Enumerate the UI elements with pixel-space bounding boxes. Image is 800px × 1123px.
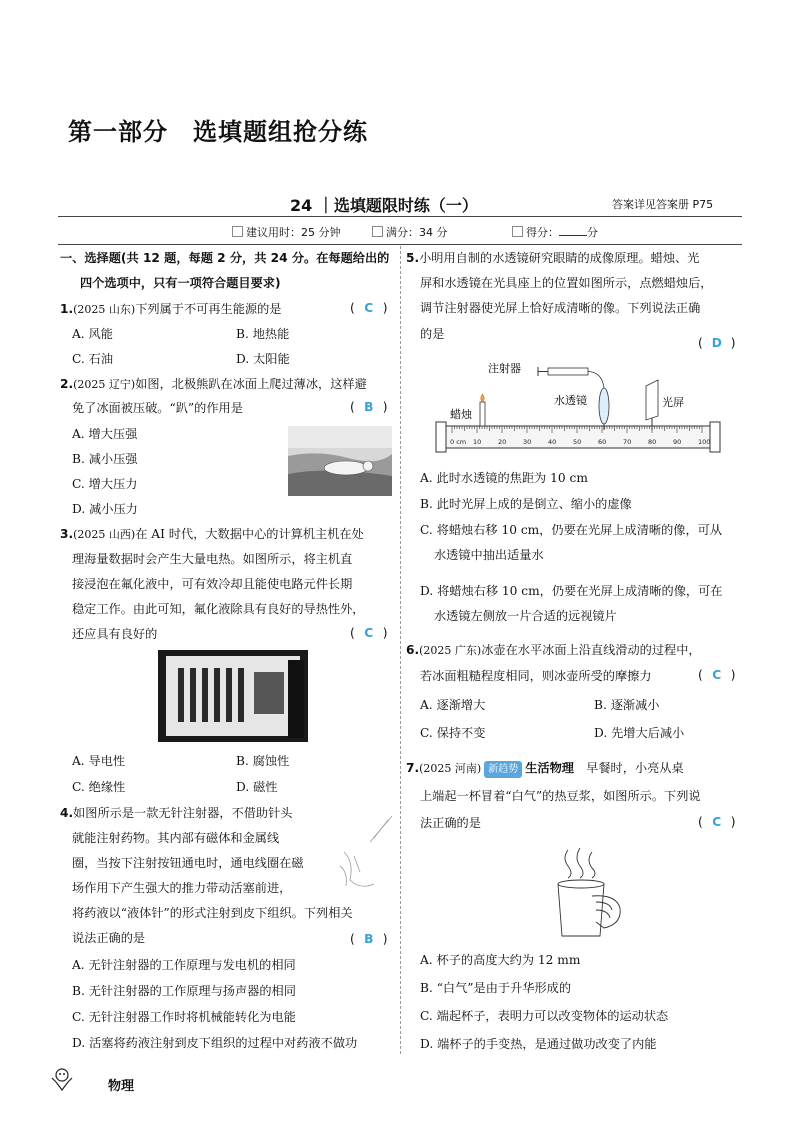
q5-option-a[interactable]: A. 此时水透镜的焦距为 10 cm <box>420 471 588 485</box>
section-header-line1: 一、选择题(共 12 题，每题 2 分，共 24 分。在每题给出的 <box>60 251 390 265</box>
q3-option-c[interactable]: C. 绝缘性 <box>72 780 126 794</box>
q7-answer: ( C ) <box>698 815 736 829</box>
candle-shape <box>480 402 485 426</box>
q3-line3: 接浸泡在氟化液中，可有效冷却且能使电路元件长期 <box>72 577 353 591</box>
q2-option-d[interactable]: D. 减小压力 <box>72 502 138 516</box>
candle-label: 蜡烛 <box>450 408 472 421</box>
q4-line1: 4.如图所示是一款无针注射器，不借助针头 <box>60 806 293 820</box>
optical-bench-diagram <box>432 358 726 462</box>
q1-option-c[interactable]: C. 石油 <box>72 352 114 366</box>
q5-line1: 5.小明用自制的水透镜研究眼睛的成像原理。蜡烛、光 <box>406 251 700 265</box>
score-icon <box>372 226 383 237</box>
pen-icon <box>512 226 523 237</box>
q5-line2: 屏和水透镜在光具座上的位置如图所示，点燃蜡烛后， <box>420 276 713 290</box>
topic-tag: 生活物理 <box>525 761 574 775</box>
ruler-tick-label: 40 <box>548 438 557 446</box>
q3-answer: ( C ) <box>350 626 388 640</box>
ruler-tick-label: 0 cm <box>450 438 467 446</box>
ruler-tick-label: 60 <box>598 438 607 446</box>
q1-stem: 1.(2025 山东)下列属于不可再生能源的是 <box>60 302 282 316</box>
q6-option-b[interactable]: B. 逐渐减小 <box>594 698 660 712</box>
exercise-title: 24 ｜选填题限时练（一） <box>290 196 478 215</box>
q1-answer: ( C ) <box>350 301 388 315</box>
q6-option-d[interactable]: D. 先增大后减小 <box>594 726 685 740</box>
q7-option-c[interactable]: C. 端起杯子，表明力可以改变物体的运动状态 <box>420 1009 669 1023</box>
ruler-tick-label: 10 <box>473 438 482 446</box>
q2-option-a[interactable]: A. 增大压强 <box>72 427 138 441</box>
q6-answer: ( C ) <box>698 668 736 682</box>
suggested-time: 建议用时：25 分钟 <box>232 224 341 240</box>
q1-option-d[interactable]: D. 太阳能 <box>236 352 290 366</box>
answer-reference: 答案详见答案册 P75 <box>612 198 714 211</box>
ruler-tick-label: 50 <box>573 438 582 446</box>
water-lens-shape <box>599 388 609 424</box>
top-divider <box>58 216 742 217</box>
ruler-tick-label: 100 <box>698 438 711 446</box>
q2-option-b[interactable]: B. 减小压强 <box>72 452 138 466</box>
score-blank[interactable] <box>559 225 587 236</box>
syringe-shape <box>548 368 588 375</box>
q2-line1: 2.(2025 辽宁)如图，北极熊趴在冰面上爬过薄冰，这样避 <box>60 377 367 391</box>
clock-icon <box>232 226 243 237</box>
q4-option-c[interactable]: C. 无针注射器工作时将机械能转化为电能 <box>72 1010 296 1024</box>
ruler-tick-label: 80 <box>648 438 657 446</box>
q5-option-b[interactable]: B. 此时光屏上成的是倒立、缩小的虚像 <box>420 497 632 511</box>
hot-soymilk-cup-image <box>546 846 630 942</box>
q5-option-d-cont: 水透镜左侧放一片合适的远视镜片 <box>434 609 617 623</box>
q5-option-d[interactable]: D. 将蜡烛右移 10 cm，仍要在光屏上成清晰的像，可在 <box>420 584 723 598</box>
q3-line5: 还应具有良好的 <box>72 627 158 641</box>
needle-free-injector-image <box>330 812 396 900</box>
q3-option-b[interactable]: B. 腐蚀性 <box>236 754 290 768</box>
q5-line4: 的是 <box>420 327 445 341</box>
q7-line3: 法正确的是 <box>420 816 481 830</box>
q3-option-d[interactable]: D. 磁性 <box>236 780 278 794</box>
q7-option-b[interactable]: B. “白气”是由于升华形成的 <box>420 981 572 995</box>
q4-option-b[interactable]: B. 无针注射器的工作原理与扬声器的相同 <box>72 984 296 998</box>
q3-line4: 稳定工作。由此可知，氟化液除具有良好的导热性外， <box>72 602 365 616</box>
obtained-score: 得分： 分 <box>512 224 598 240</box>
q5-option-c-cont: 水透镜中抽出适量水 <box>434 548 544 562</box>
footer-subject: 物理 <box>108 1079 135 1094</box>
q7-option-a[interactable]: A. 杯子的高度大约为 12 mm <box>420 953 581 967</box>
q6-line1: 6.(2025 广东)冰壶在水平冰面上沿直线滑动的过程中， <box>406 643 701 657</box>
q4-line3: 圈，当按下注射按钮通电时，通电线圈在磁 <box>72 856 304 870</box>
screen-label: 光屏 <box>662 396 684 409</box>
ruler-tick-label: 90 <box>673 438 682 446</box>
q1-option-b[interactable]: B. 地热能 <box>236 327 290 341</box>
q5-answer: ( D ) <box>698 336 736 350</box>
trend-badge: 新趋势 <box>484 761 522 778</box>
q3-line1: 3.(2025 山西)在 AI 时代，大数据中心的计算机主机在处 <box>60 527 364 541</box>
flame-shape <box>481 394 485 402</box>
q3-line2: 理海量数据时会产生大量电热。如图所示，将主机直 <box>72 552 353 566</box>
q7-option-d[interactable]: D. 端杯子的手变热，是通过做功改变了内能 <box>420 1037 657 1051</box>
exercise-meta <box>0 222 800 242</box>
ruler-tick-label: 20 <box>498 438 507 446</box>
q7-line1: 7.(2025 河南) 新趋势 生活物理 早餐时，小亮从桌 <box>406 760 684 778</box>
meta-divider <box>58 244 742 245</box>
q3-option-a[interactable]: A. 导电性 <box>72 754 126 768</box>
q6-option-a[interactable]: A. 逐渐增大 <box>420 698 486 712</box>
q5-option-c[interactable]: C. 将蜡烛右移 10 cm，仍要在光屏上成清晰的像，可从 <box>420 523 723 537</box>
q4-line5: 将药液以“液体针”的形式注射到皮下组织。下列相关 <box>72 906 353 920</box>
column-divider <box>400 246 401 1054</box>
q6-option-c[interactable]: C. 保持不变 <box>420 726 486 740</box>
section-header-line2: 四个选项中，只有一项符合题目要求) <box>80 276 281 290</box>
screen-shape <box>646 380 658 420</box>
q4-option-a[interactable]: A. 无针注射器的工作原理与发电机的相同 <box>72 958 296 972</box>
lens-label: 水透镜 <box>554 394 587 407</box>
q2-option-c[interactable]: C. 增大压力 <box>72 477 138 491</box>
q4-line4: 场作用下产生强大的推力带动活塞前进， <box>72 881 292 895</box>
q6-line2: 若冰面粗糙程度相同，则冰壶所受的摩擦力 <box>420 669 652 683</box>
ruler-tick-label: 70 <box>623 438 632 446</box>
q7-line2: 上端起一杯冒着“白气”的热豆浆，如图所示。下列说 <box>420 789 701 803</box>
polar-bear-photo <box>288 426 392 496</box>
syringe-label: 注射器 <box>488 362 521 375</box>
q2-answer: ( B ) <box>350 400 388 414</box>
q4-line2: 就能注射药物。其内部有磁体和金属线 <box>72 831 280 845</box>
part-title: 第一部分 选填题组抢分练 <box>68 118 368 146</box>
q4-line6: 说法正确的是 <box>72 931 146 945</box>
q4-option-d[interactable]: D. 活塞将药液注射到皮下组织的过程中对药液不做功 <box>72 1036 358 1050</box>
immersion-cooling-photo <box>158 650 308 742</box>
ruler-tick-label: 30 <box>523 438 532 446</box>
mascot-icon <box>48 1066 76 1092</box>
q4-answer: ( B ) <box>350 932 388 946</box>
q1-option-a[interactable]: A. 风能 <box>72 327 113 341</box>
full-score: 满分：34 分 <box>372 224 448 240</box>
q5-line3: 调节注射器使光屏上恰好成清晰的像。下列说法正确 <box>420 301 701 315</box>
q2-line2: 免了冰面被压破。“趴”的作用是 <box>72 401 243 415</box>
